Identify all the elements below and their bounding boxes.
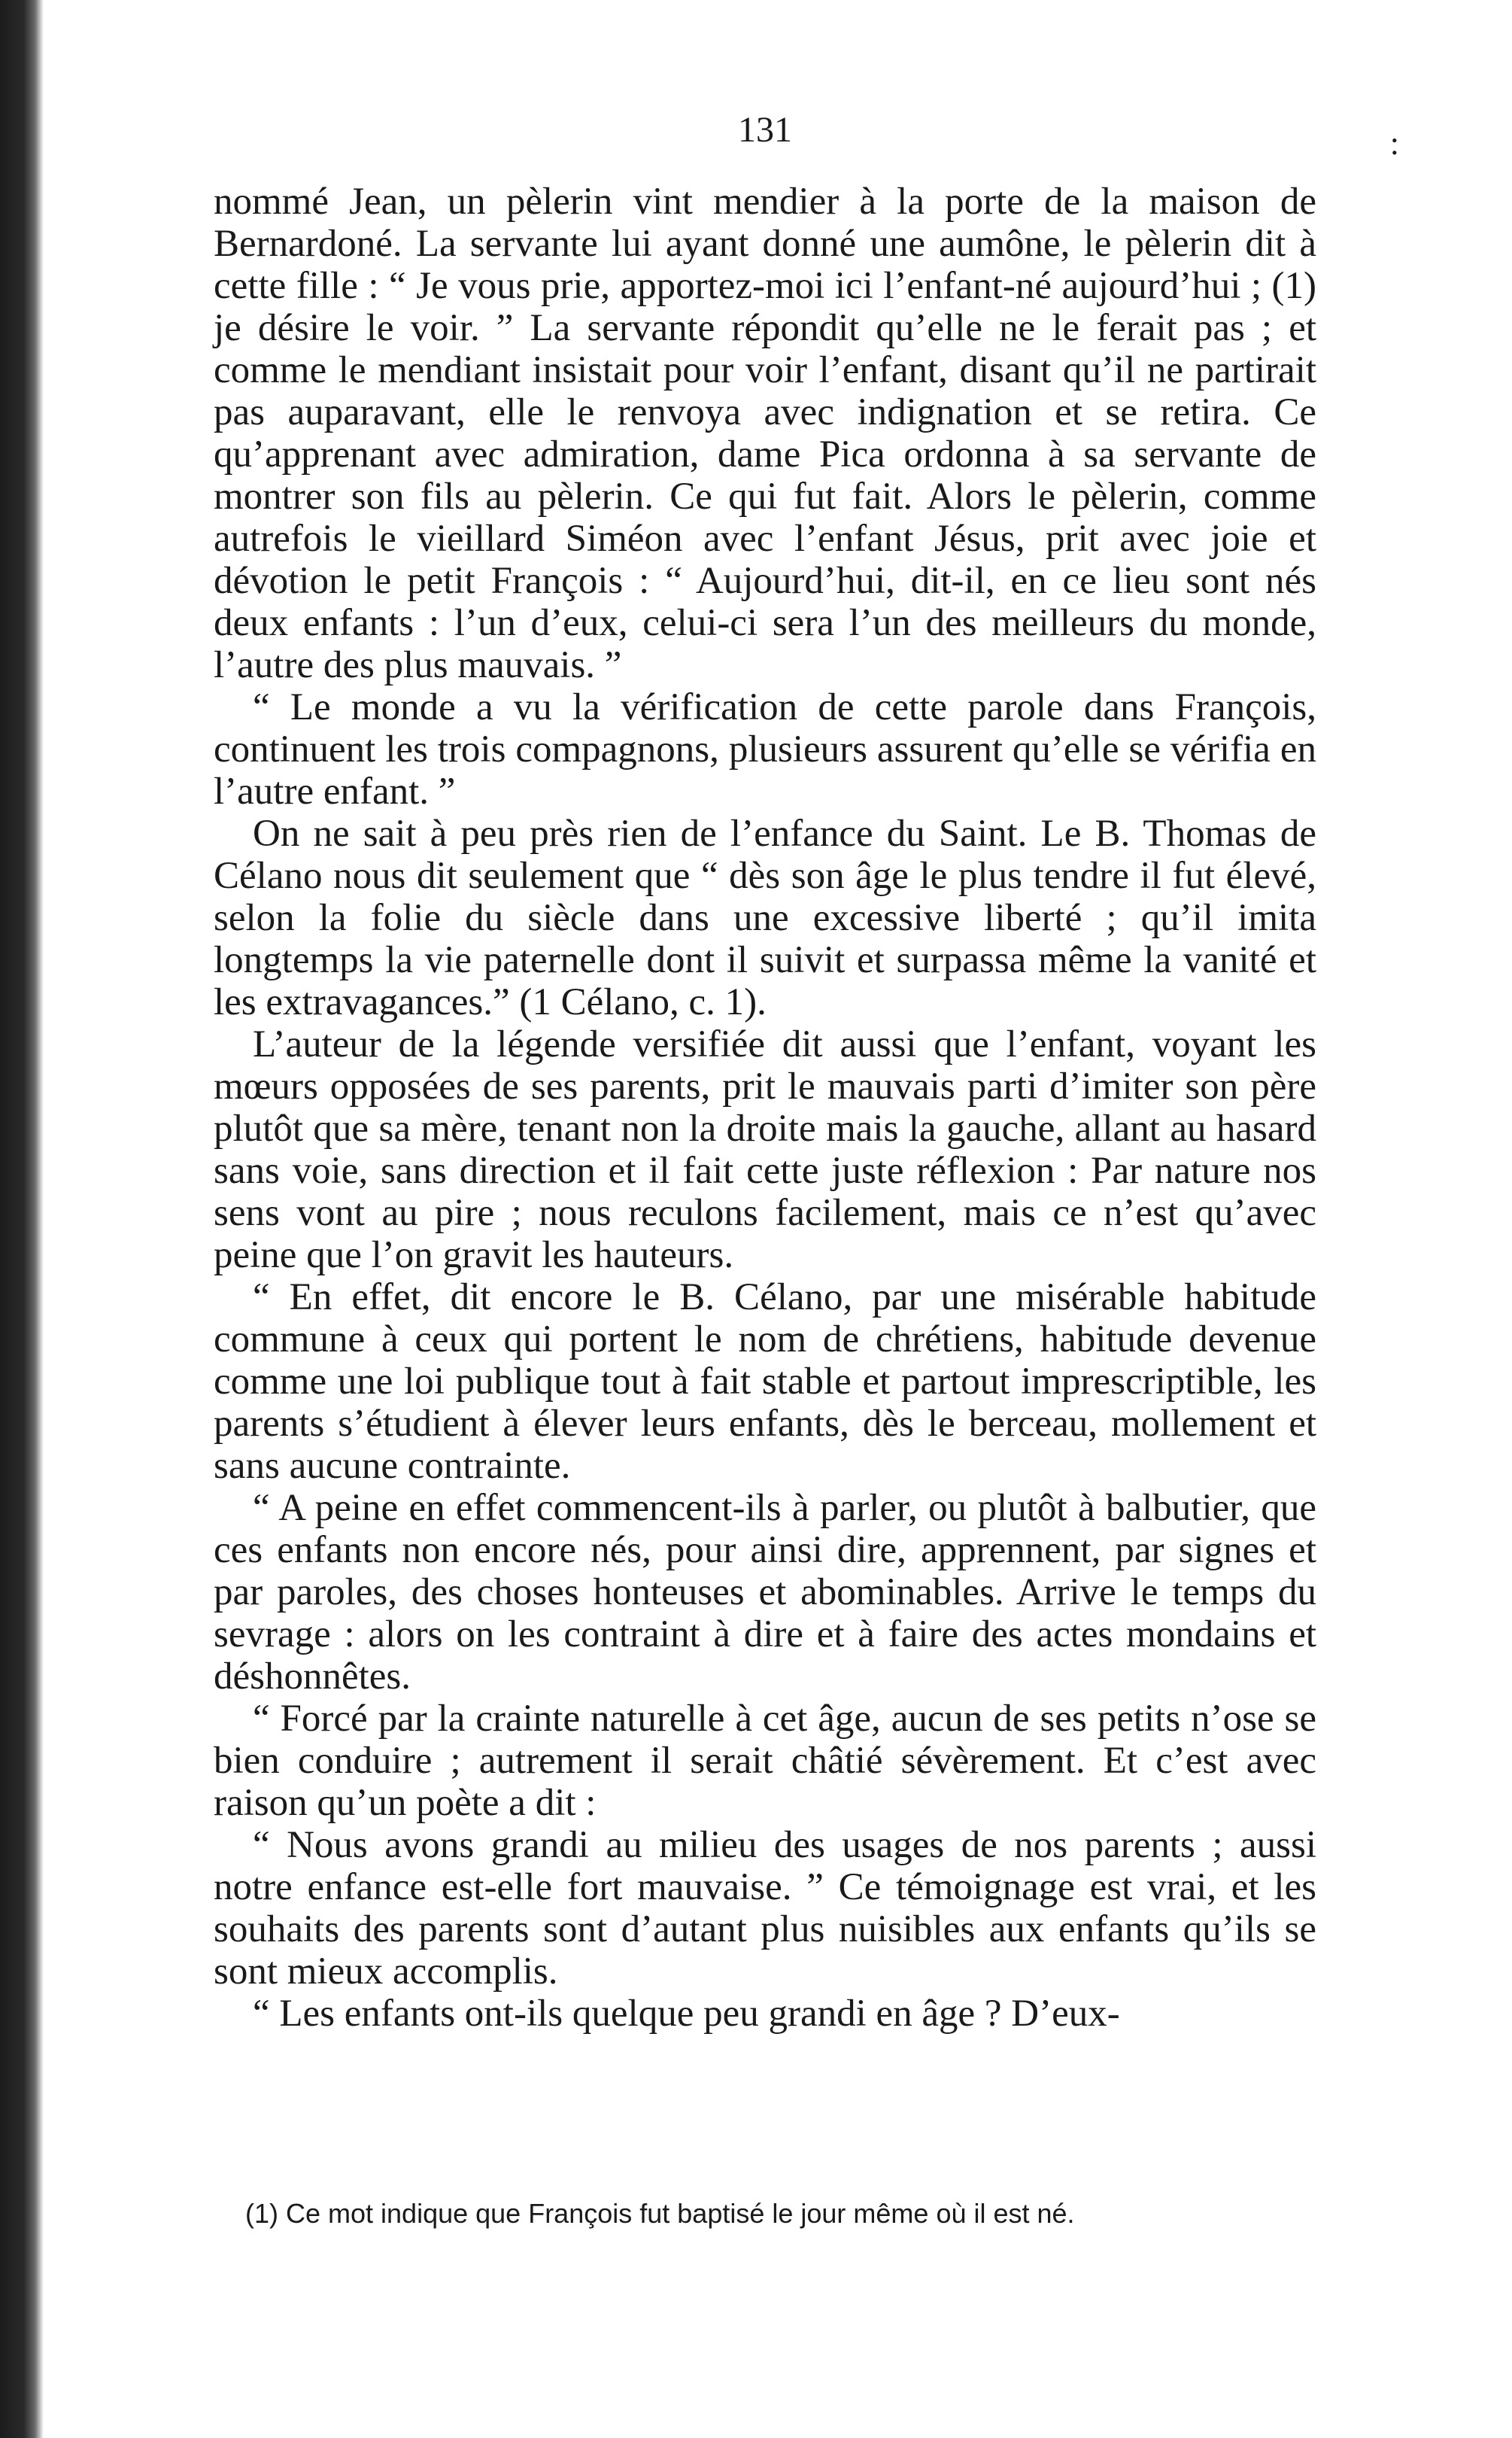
body-text [214, 181, 1316, 2035]
margin-mark: : [1389, 125, 1399, 162]
paragraph-childhood: On ne sait à peu près rien de l’enfance du Saint. Le B. Thomas de Célano nous dit seulement que “ dès son âge le plus tendre il fut élevé, selon la folie du siècle dans une excessive liberté ; qu’il imita longtemps la vie paternelle dont il suivit et surpassa même la vanité et les extravagances.” (1 Célano, c. 1). [214, 813, 1316, 1023]
page-number: 131 [738, 110, 792, 150]
paragraph-poet-quote: “ Nous avons grandi au milieu des usages de nos parents ; aussi notre enfance est-elle fort mauvaise. ” Ce témoignage est vrai, et les souhaits des parents sont d’autant plus nuisibles aux enfants qu’ils se sont mieux accomplis. [214, 1824, 1316, 1993]
paragraph-speaking: “ A peine en effet commencent-ils à parler, ou plutôt à balbutier, que ces enfants non encore nés, pour ainsi dire, apprennent, par signes et par paroles, des choses honteuses et abominables. Arrive le temps du sevrage : alors on les contraint à dire et à faire des actes mondains et déshonnêtes. [214, 1487, 1316, 1698]
paragraph-verification: “ Le monde a vu la vérification de cette parole dans François, continuent les trois compagnons, plusieurs assurent qu’elle se vérifia en l’autre enfant. ” [214, 686, 1316, 813]
paragraph-pilgrim: nommé Jean, un pèlerin vint mendier à la porte de la maison de Bernardoné. La servante lui ayant donné une aumône, le pèlerin dit à cette fille : “ Je vous prie, apportez-moi ici l’enfant-né aujourd’hui ; (1) je désire le voir. ” La servante répondit qu’elle ne le ferait pas ; et comme le mendiant insistait pour voir l’enfant, disant qu’il ne partirait pas auparavant, elle le renvoya avec indignation et se retira. Ce qu’apprenant avec admiration, dame Pica ordonna à sa servante de montrer son fils au pèlerin. Ce qui fut fait. Alors le pèlerin, comme autrefois le vieillard Siméon avec l’enfant Jésus, prit avec joie et dévotion le petit François : “ Aujourd’hui, dit-il, en ce lieu sont nés deux enfants : l’un d’eux, celui-ci sera l’un des meilleurs du monde, l’autre des plus mauvais. ” [214, 181, 1316, 686]
scan-binding-edge [0, 0, 44, 2438]
paragraph-fear: “ Forcé par la crainte naturelle à cet âge, aucun de ses petits n’ose se bien conduire ; autrement il serait châtié sévèrement. Et c’est avec raison qu’un poète a dit : [214, 1698, 1316, 1824]
paragraph-children-grown: “ Les enfants ont-ils quelque peu grandi en âge ? D’eux- [253, 1993, 1120, 2035]
paragraph-celano-habit: “ En effet, dit encore le B. Célano, par une misérable habitude commune à ceux qui portent le nom de chrétiens, habitude devenue comme une loi publique tout à fait stable et partout imprescriptible, les parents s’étudient à élever leurs enfants, dès le berceau, mollement et sans aucune contrainte. [214, 1276, 1316, 1487]
footnote: (1) Ce mot indique que François fut baptisé le jour même où il est né. [245, 2198, 1075, 2229]
paragraph-versified-legend: L’auteur de la légende versifiée dit aussi que l’enfant, voyant les mœurs opposées de ses parents, prit le mauvais parti d’imiter son père plutôt que sa mère, tenant non la droite mais la gauche, allant au hasard sans voie, sans direction et il fait cette juste réflexion : Par nature nos sens vont au pire ; nous reculons facilement, mais ce n’est qu’avec peine que l’on gravit les hauteurs. [214, 1023, 1316, 1276]
